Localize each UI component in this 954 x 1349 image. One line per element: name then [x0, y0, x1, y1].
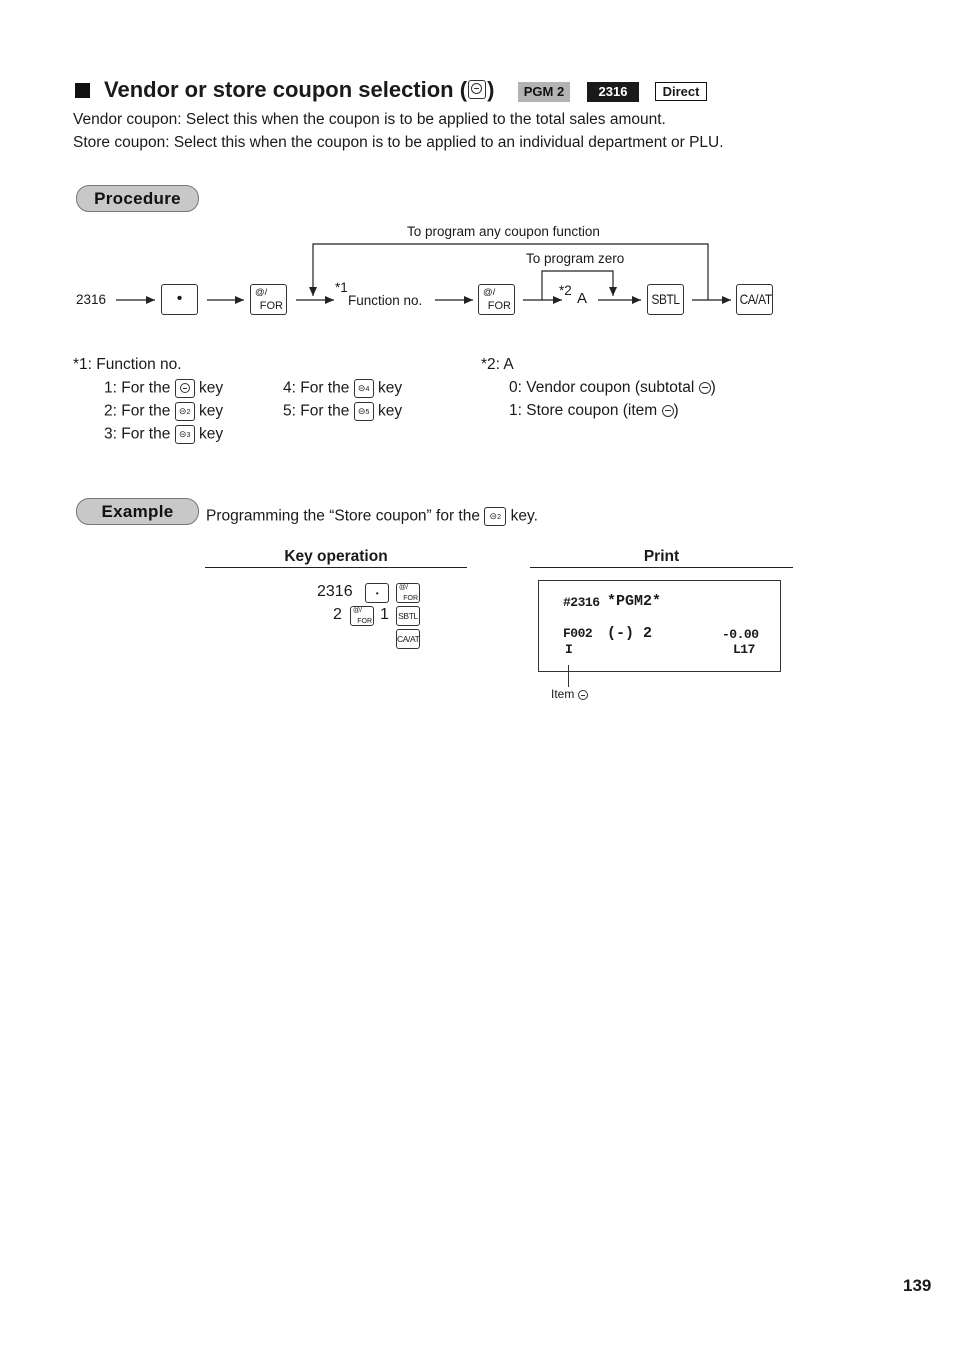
note1-item-4: 4: For the ⊝4 key: [283, 379, 403, 397]
star1-marker: *1: [335, 280, 348, 295]
receipt-item-flag: I: [565, 642, 573, 657]
op-number-2316: 2316: [317, 583, 353, 600]
op-number-1: 1: [380, 606, 389, 623]
minus2-key-icon: ⊝2: [484, 507, 506, 526]
star2-marker: *2: [559, 283, 572, 298]
example-description: Programming the “Store coupon” for the ⊝2 key.: [206, 507, 538, 525]
key-operation-heading: Key operation: [284, 548, 388, 565]
print-rule: [530, 567, 793, 568]
function-no-label: Function no.: [348, 293, 423, 308]
intro-vendor: Vendor coupon: Select this when the coupon is to be applied to the total sales amount.: [73, 111, 666, 128]
op-for-key-2[interactable]: @/ FOR: [350, 606, 374, 626]
op-for-key[interactable]: @/ FOR: [396, 583, 420, 603]
print-heading: Print: [643, 548, 680, 565]
start-code: 2316: [76, 292, 107, 307]
example-label: Example: [76, 498, 199, 525]
minus-key-icon: [175, 379, 195, 398]
minus-circle-icon: [578, 690, 588, 700]
note1-item-1: 1: For the key: [104, 379, 224, 397]
op-number-2: 2: [333, 606, 342, 623]
for-key-2[interactable]: @/ FOR: [478, 284, 515, 315]
callout-line: [568, 665, 569, 687]
intro-store: Store coupon: Select this when the coupon is to be applied to an individual department or PLU.: [73, 134, 724, 151]
bracket-any-coupon-label: To program any coupon function: [407, 224, 600, 239]
op-decimal-key[interactable]: •: [365, 583, 389, 603]
op-sbtl-key[interactable]: SBTL: [396, 606, 420, 626]
job-code-badge: 2316: [587, 82, 639, 102]
ca-at-key[interactable]: CA/AT: [736, 284, 773, 315]
minus-circle-icon: [699, 382, 711, 394]
note2-store: 1: Store coupon (item ): [509, 402, 679, 419]
note1-item-2: 2: For the ⊝2 key: [104, 402, 224, 420]
for-key[interactable]: @/ FOR: [250, 284, 287, 315]
receipt-line-number: L17: [733, 642, 755, 657]
bracket-zero-label: To program zero: [526, 251, 625, 266]
key-operation-rule: [205, 567, 467, 568]
page-number: 139: [903, 1276, 932, 1295]
minus2-key-icon: ⊝2: [175, 402, 195, 421]
receipt-job-code: #2316: [563, 595, 600, 610]
receipt-function: F002: [563, 626, 593, 641]
note2-heading: *2: A: [481, 356, 514, 373]
decimal-point-key[interactable]: •: [161, 284, 198, 315]
section-title: Vendor or store coupon selection ( ): [104, 77, 495, 102]
receipt-amount: -0.00: [722, 627, 759, 642]
callout-item: Item: [551, 687, 588, 701]
a-label: A: [577, 290, 588, 307]
minus4-key-icon: ⊝4: [354, 379, 374, 398]
direct-badge: Direct: [655, 82, 707, 101]
receipt-key-name: (-) 2: [607, 625, 653, 642]
op-ca-at-key[interactable]: CA/AT: [396, 629, 420, 649]
minus-circle-icon: [662, 405, 674, 417]
procedure-flow-lines: [0, 0, 954, 340]
receipt-mode: *PGM2*: [607, 593, 662, 610]
sbtl-key[interactable]: SBTL: [647, 284, 684, 315]
pgm-badge: PGM 2: [518, 82, 570, 102]
procedure-label: Procedure: [76, 185, 199, 212]
note1-item-3: 3: For the ⊝3 key: [104, 425, 224, 443]
minus5-key-icon: ⊝5: [354, 402, 374, 421]
note1-heading: *1: Function no.: [73, 356, 182, 373]
note2-vendor: 0: Vendor coupon (subtotal ): [509, 379, 716, 396]
minus3-key-icon: ⊝3: [175, 425, 195, 444]
note1-item-5: 5: For the ⊝5 key: [283, 402, 403, 420]
receipt-print: [538, 580, 781, 672]
